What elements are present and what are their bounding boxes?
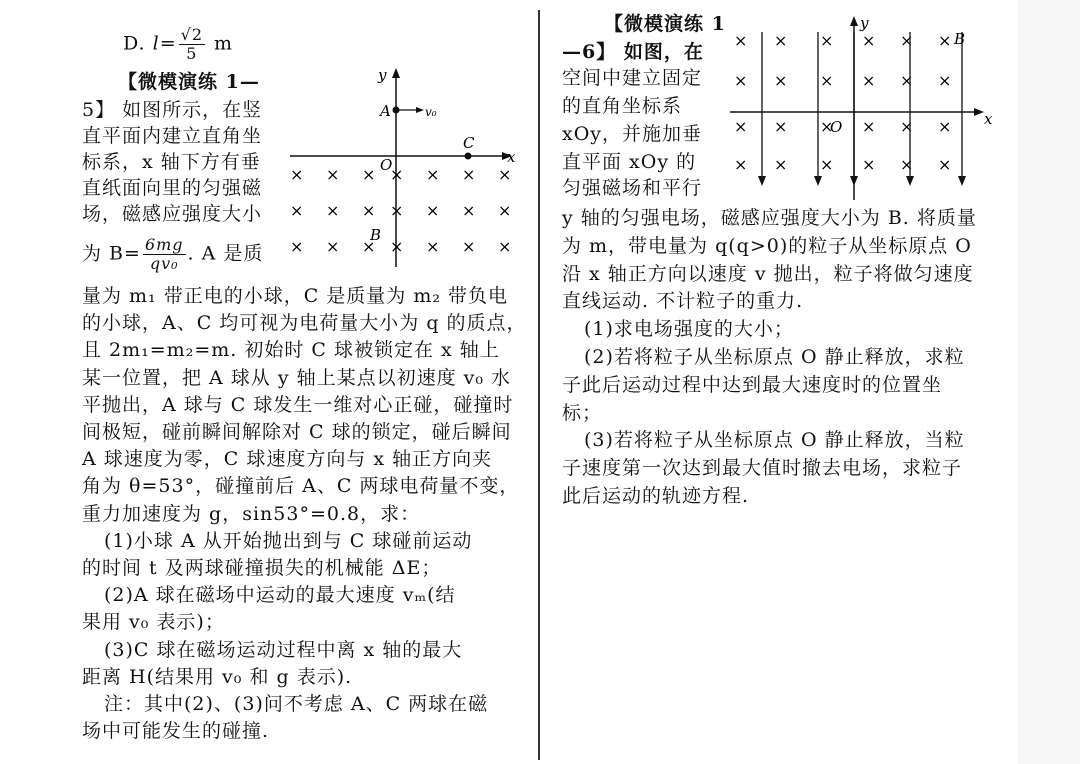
field-cross: × — [862, 117, 876, 136]
text-line: 标； — [562, 401, 603, 424]
text-line: 子此后运动过程中达到最大速度时的位置坐 — [562, 373, 943, 396]
field-line-arrowhead — [958, 176, 966, 186]
field-cross: × — [900, 117, 914, 136]
field-cross: × — [774, 117, 788, 136]
field-cross: × — [938, 155, 952, 174]
y-label: y — [860, 14, 869, 32]
field-line-arrowhead — [906, 176, 914, 186]
x-label: x — [507, 148, 516, 166]
field-cross: × — [938, 117, 952, 136]
origin-label: O — [380, 156, 393, 174]
field-cross: × — [774, 155, 788, 174]
text-line: (3)若将粒子从坐标原点 O 静止释放，当粒 — [584, 429, 965, 452]
field-cross: × — [734, 155, 748, 174]
field-line-arrowhead — [814, 176, 822, 186]
text-line: 场中可能发生的碰撞. — [82, 720, 270, 743]
field-cross: × — [326, 237, 340, 256]
field-cross: × — [498, 165, 512, 184]
field-cross: × — [362, 165, 376, 184]
origin-label: O — [830, 118, 843, 136]
field-cross: × — [462, 165, 476, 184]
field-cross: × — [862, 155, 876, 174]
field-cross: × — [774, 31, 788, 50]
y-axis-arrow — [850, 16, 858, 26]
problem6-line: xOy，并施加垂 — [562, 123, 703, 145]
point-a — [393, 107, 400, 114]
field-cross: × — [362, 237, 376, 256]
problem5-b-line: 为 B= $\frac{6mg}{\text{qv₀}}$ . A 是质 — [82, 235, 264, 273]
field-cross: × — [734, 31, 748, 50]
problem5-line: 直平面内建立直角坐 — [82, 125, 263, 147]
text-line: 的时间 t 及两球碰撞损失的机械能 ΔE； — [82, 557, 442, 579]
problem5-line: 场，磁感应强度大小 — [82, 203, 263, 225]
y-label: y — [378, 66, 387, 84]
problem6-line: 空间中建立固定 — [562, 67, 703, 89]
field-cross: × — [900, 155, 914, 174]
field-cross: × — [820, 71, 834, 90]
column-divider — [538, 10, 540, 760]
point-a-label: A — [380, 102, 391, 120]
field-cross: × — [820, 155, 834, 174]
field-cross: × — [462, 237, 476, 256]
problem5-title: 【微模演练 1— — [118, 71, 260, 93]
field-cross: × — [938, 71, 952, 90]
field-cross: × — [290, 165, 304, 184]
text-line: 沿 x 轴正方向以速度 v 抛出，粒子将做匀速度 — [562, 262, 974, 285]
problem6-title-cont: —6】 如图，在 — [562, 41, 704, 63]
figure-problem5 — [282, 62, 532, 277]
field-cross: × — [938, 31, 952, 50]
text-line: 果用 v₀ 表示)； — [82, 611, 225, 634]
point-c — [465, 153, 472, 160]
text-line: 的小球，A、C 均可视为电荷量大小为 q 的质点， — [82, 312, 527, 335]
text-line: (2)A 球在磁场中运动的最大速度 vₘ(结 — [104, 584, 456, 607]
figure-problem6 — [722, 10, 1002, 210]
field-line-arrowhead — [758, 176, 766, 186]
text-line: 此后运动的轨迹方程. — [562, 485, 750, 507]
field-cross: × — [390, 237, 404, 256]
text-line: (1)求电场强度的大小； — [584, 318, 794, 341]
problem6-line: 匀强磁场和平行 — [562, 177, 703, 199]
magnetic-field-crosses — [734, 31, 951, 174]
text-line: 间极短，碰前瞬间解除对 C 球的锁定，碰后瞬间 — [82, 421, 512, 443]
text-line: 子速度第一次达到最大值时撤去电场，求粒子 — [562, 457, 963, 480]
problem6-title: 【微模演练 1 — [604, 13, 726, 35]
field-cross: × — [290, 201, 304, 220]
field-cross: × — [390, 201, 404, 220]
field-cross: × — [862, 31, 876, 50]
text-line: A 球速度为零，C 球速度方向与 x 轴正方向夹 — [82, 448, 493, 471]
text-line: (3)C 球在磁场运动过程中离 x 轴的最大 — [104, 638, 463, 661]
text-line: 量为 m₁ 带正电的小球，C 是质量为 m₂ 带负电 — [82, 285, 509, 307]
magnetic-field-crosses — [290, 165, 511, 256]
field-cross: × — [900, 31, 914, 50]
problem5-line: 标系，x 轴下方有垂 — [82, 151, 261, 173]
field-cross: × — [774, 71, 788, 90]
text-line: 平抛出，A 球与 C 球发生一维对心正碰，碰撞时 — [82, 393, 514, 416]
problem5-line: 直纸面向里的匀强磁 — [82, 177, 263, 199]
field-cross: × — [426, 165, 440, 184]
field-cross: × — [426, 201, 440, 220]
field-cross: × — [498, 237, 512, 256]
field-cross: × — [462, 201, 476, 220]
field-cross: × — [326, 165, 340, 184]
text-line: 注：其中(2)、(3)问不考虑 A、C 两球在磁 — [104, 693, 489, 715]
x-axis-arrow — [974, 108, 984, 116]
b-fraction: $\frac{6mg}{\text{qv₀}}$ — [144, 235, 184, 273]
page-margin — [1018, 0, 1080, 764]
text-line: 距离 H(结果用 v₀ 和 g 表示). — [82, 665, 353, 688]
velocity-arrowhead — [416, 107, 424, 113]
y-axis-arrow — [392, 68, 400, 78]
field-cross: × — [820, 31, 834, 50]
text-line: y 轴的匀强电场，磁感应强度大小为 B. 将质量 — [562, 207, 977, 229]
problem6-line: 直平面 xOy 的 — [562, 151, 697, 173]
field-cross: × — [734, 117, 748, 136]
text-line: 且 2m₁=m₂=m. 初始时 C 球被锁定在 x 轴上 — [82, 339, 500, 362]
point-c-label: C — [463, 134, 475, 152]
field-b-label: B — [370, 226, 382, 244]
text-line: 某一位置，把 A 球从 y 轴上某点以初速度 v₀ 水 — [82, 366, 512, 389]
field-cross: × — [426, 237, 440, 256]
field-cross: × — [390, 165, 404, 184]
field-cross: × — [900, 71, 914, 90]
x-label: x — [984, 110, 993, 128]
field-cross: × — [498, 201, 512, 220]
text-line: 直线运动. 不计粒子的重力. — [562, 290, 804, 313]
field-cross: × — [820, 117, 834, 136]
text-line: 角为 θ=53°，碰撞前后 A、C 两球电荷量不变， — [82, 475, 520, 498]
problem5-line: 5】 如图所示，在竖 — [82, 99, 263, 121]
field-b-label: B — [954, 30, 966, 48]
text-line: 为 m，带电量为 q(q>0)的粒子从坐标原点 O — [562, 234, 972, 257]
field-cross: × — [326, 201, 340, 220]
field-cross: × — [362, 201, 376, 220]
text-line: (2)若将粒子从坐标原点 O 静止释放，求粒 — [584, 346, 965, 368]
option-d: D. l= $\frac{√2}{5}$ m — [123, 25, 234, 63]
field-cross: × — [734, 71, 748, 90]
problem6-line: 的直角坐标系 — [562, 95, 683, 117]
v0-label: v₀ — [425, 105, 437, 119]
field-cross: × — [862, 71, 876, 90]
text-line: (1)小球 A 从开始抛出到与 C 球碰前运动 — [104, 529, 473, 552]
field-cross: × — [290, 237, 304, 256]
text-line: 重力加速度为 g，sin53°=0.8，求： — [82, 502, 421, 525]
option-d-fraction: $\frac{√2}{5}$ — [180, 25, 204, 63]
